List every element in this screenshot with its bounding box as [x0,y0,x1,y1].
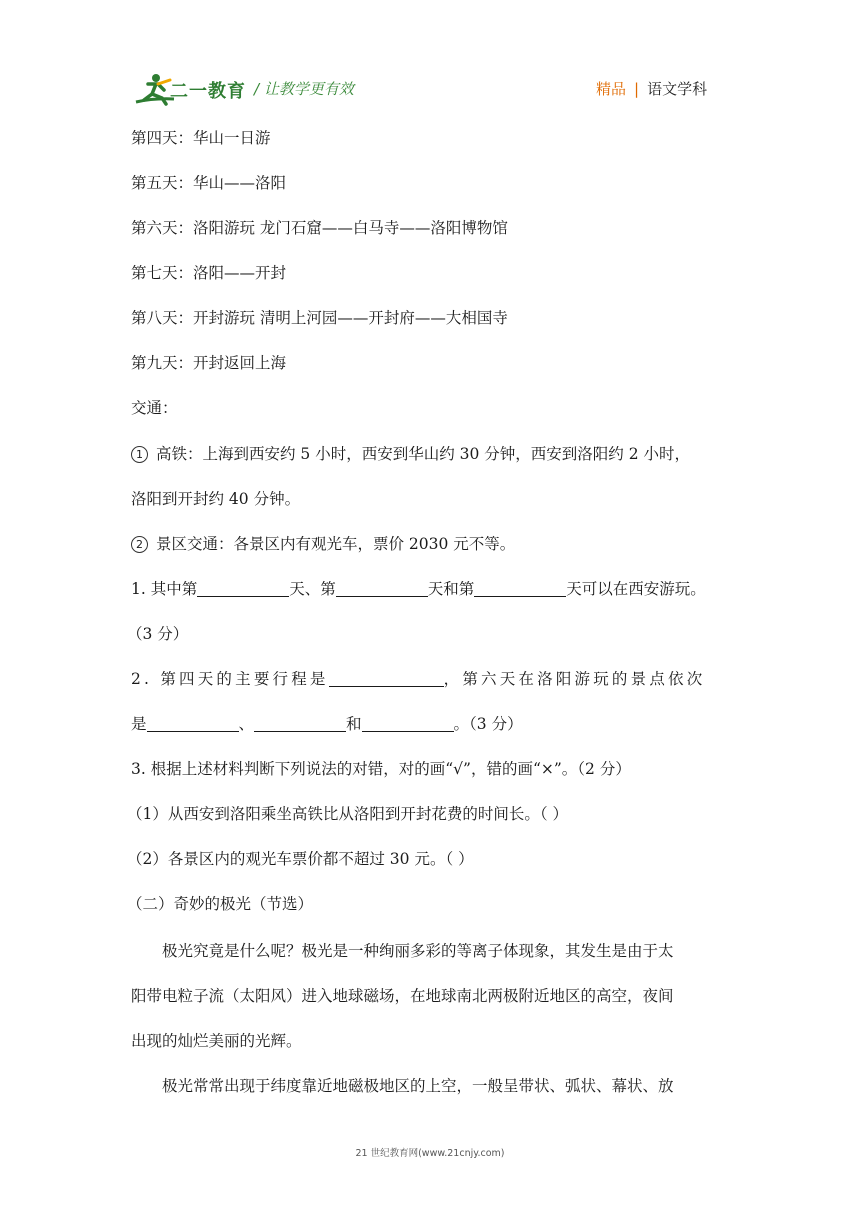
q1-score: （3 分） [127,625,189,643]
circled-number-2: 2 [131,536,148,553]
answer-blank[interactable] [362,715,454,732]
itinerary-day6: 第六天：洛阳游玩 龙门石窟——白马寺——洛阳博物馆 [131,219,508,237]
q2-text-f: 。（3 分） [453,715,523,733]
q2-text-d: 、 [238,715,255,733]
page-footer: 21 世纪教育网(www.21cnjy.com) [355,1148,505,1159]
itinerary-day7: 第七天：洛阳——开封 [131,264,287,282]
transport-item-2-text: 景区交通：各景区内有观光车，票价 2030 元不等。 [156,535,516,553]
transport-item-1 [131,444,690,464]
itinerary-day9: 第九天：开封返回上海 [131,354,287,372]
q2-text-a: 2. 第四天的主要行程是 [131,670,329,688]
answer-blank[interactable] [147,715,239,732]
answer-blank[interactable] [254,715,346,732]
answer-blank[interactable] [336,580,428,597]
q1-text-d: 天可以在西安游玩。 [566,580,706,598]
passage-title: （二）奇妙的极光（节选） [127,895,314,913]
q1-text-b: 天、第 [289,580,336,598]
question-2-cont [131,714,523,734]
itinerary-day8: 第八天：开封游玩 清明上河园——开封府——大相国寺 [131,309,508,327]
brand-slogan: / 让教学更有效 [254,80,354,98]
passage-p1-line3: 出现的灿烂美丽的光辉。 [131,1032,302,1050]
brand-name: 二一教育 [170,81,246,102]
subject-label: 语文学科 [647,80,708,98]
passage-p2-line1: 极光常常出现于纬度靠近地磁极地区的上空，一般呈带状、弧状、幕状、放 [162,1077,674,1095]
question-3: 3. 根据上述材料判断下列说法的对错，对的画“√”，错的画“×”。（2 分） [131,760,631,778]
transport-item-1-text: 高铁：上海到西安约 5 小时，西安到华山约 30 分钟，西安到洛阳约 2 小时， [156,445,691,463]
circled-number-1: 1 [131,446,148,463]
question-3-2: （2）各景区内的观光车票价都不超过 30 元。（ ） [127,850,474,868]
header-right [596,78,707,99]
question-3-1: （1）从西安到洛阳乘坐高铁比从洛阳到开封花费的时间长。（ ） [127,805,569,823]
q2-text-e: 和 [346,715,362,733]
transport-title: 交通： [131,399,178,417]
header-separator: | [634,80,640,98]
itinerary-day4: 第四天：华山一日游 [131,129,271,147]
quality-tag: 精品 [596,80,627,98]
answer-blank[interactable] [474,580,566,597]
passage-p1-line1: 极光究竟是什么呢？极光是一种绚丽多彩的等离子体现象，其发生是由于太 [162,942,674,960]
q2-text-c: 是 [131,715,147,733]
q1-text-c: 天和第 [427,580,475,598]
transport-item-1-cont: 洛阳到开封约 40 分钟。 [131,490,301,508]
itinerary-day5: 第五天：华山——洛阳 [131,174,287,192]
q2-text-b: ，第六天在洛阳游玩的景点依次 [443,670,706,688]
transport-item-2 [131,534,515,554]
question-1 [131,579,706,599]
page-header [0,0,860,110]
question-2 [131,669,735,689]
answer-blank[interactable] [197,580,289,597]
passage-p1-line2: 阳带电粒子流（太阳风）进入地球磁场，在地球南北两极附近地区的高空，夜间 [131,987,674,1005]
q1-text-a: 1. 其中第 [131,580,198,598]
answer-blank[interactable] [329,670,444,687]
